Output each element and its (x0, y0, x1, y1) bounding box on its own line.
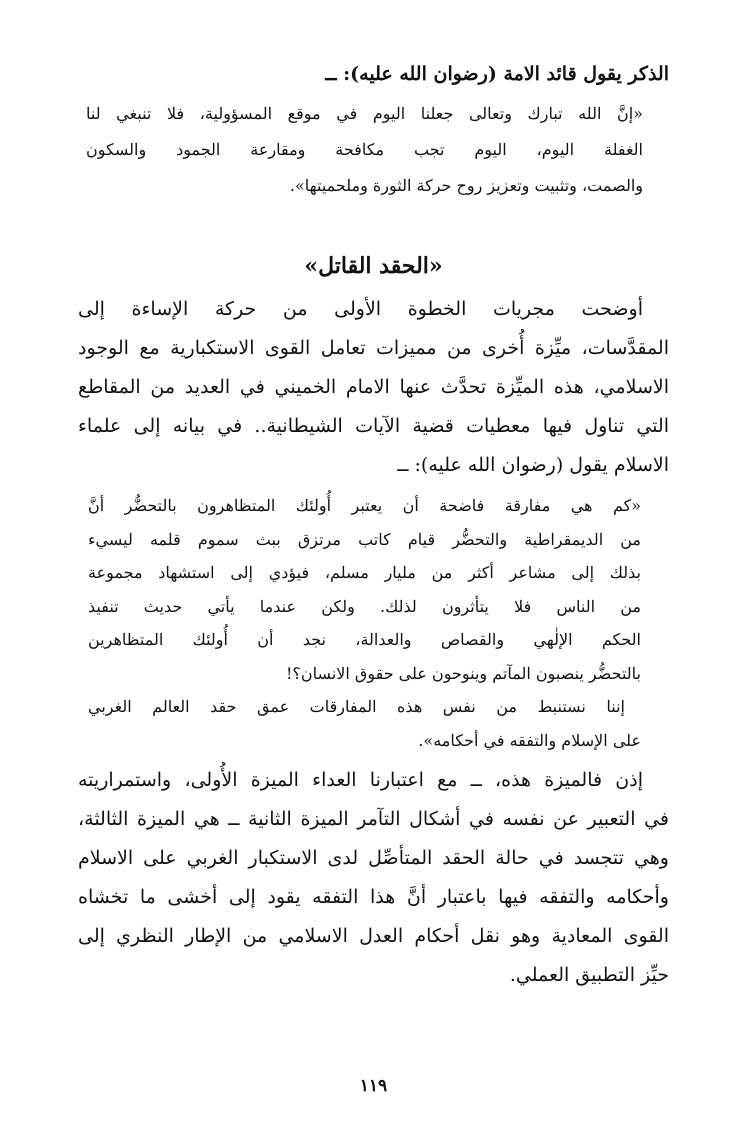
paragraph-line: المقدَّسات، ميِّزة أُخرى من مميزات تعامل القوى الاستكبارية مع الوجود (78, 337, 669, 359)
quote-line: والصمت، وتثبيت وتعزيز روح حركة الثورة وملحميتها». (289, 176, 643, 195)
quote-line: «إنَّ الله تبارك وتعالى جعلنا اليوم في موقع المسؤولية، فلا تنبغي لنا (86, 104, 643, 123)
paragraph-line: الاسلام يقول (رضوان الله عليه): ــ (397, 454, 669, 476)
paragraph-line: التي تناول فيها معطيات قضية الآيات الشيطانية.. في بيانه إلى علماء (78, 415, 669, 437)
quote-block-2 (88, 489, 641, 757)
quote-line: «كم هي مفارقة فاضحة أن يعتبر أُولئك المتظاهرون بالتحضُّر أنَّ (88, 496, 641, 515)
intro-line: الذكر يقول قائد الامة (رضوان الله عليه): ــ (325, 63, 669, 85)
section-heading: «الحقد القاتل» (304, 253, 443, 279)
quote-line: بالتحضُّر ينصبون المآتم وينوحون على حقوق الانسان؟! (286, 663, 641, 683)
quote-line: بذلك إلى مشاعر أكثر من مليار مسلم، فيؤدي إلى استشهاد مجموعة (88, 563, 641, 582)
paragraph-line: أوضحت مجريات الخطوة الأولى من حركة الإساءة إلى (78, 298, 643, 320)
paragraph-line: وأحكامه والتفقه فيها باعتبار أنَّ هذا التفقه يقود إلى أخشى ما تخشاه (78, 886, 669, 908)
quote-block-1 (86, 96, 643, 204)
paragraph-line: في التعبير عن نفسه في أشكال التآمر الميزة الثانية ــ هي الميزة الثالثة، (78, 808, 669, 830)
paragraph-line: إذن فالميزة هذه، ــ مع اعتبارنا العداء الميزة الأُولى، واستمراريته (78, 769, 643, 791)
paragraph-line: القوى المعادية وهو نقل أحكام العدل الاسلامي من الإطار النظري إلى (78, 925, 669, 947)
paragraph-2 (78, 761, 669, 995)
paragraph-1 (78, 290, 669, 485)
page-number: ١١٩ (359, 1076, 388, 1096)
quote-line: من الديمقراطية والتحضُّر قيام كاتب مرتزق ببث سموم قلمه ليسيء (88, 529, 641, 549)
quote-line: من الناس فلا يتأثرون لذلك. ولكن عندما يأتي حديث تنفيذ (88, 596, 641, 616)
quote-line: الحكم الإلٰهي والقصاص والعدالة، نجد أن أُولئك المتظاهرين (88, 630, 641, 649)
paragraph-line: الاسلامي، هذه الميِّزة تحدَّث عنها الامام الخميني في العديد من المقاطع (78, 376, 669, 398)
quote-line: على الإسلام والتفقه في أحكامه». (418, 730, 641, 750)
quote-line: الغفلة اليوم، اليوم تجب مكافحة ومقارعة الجمود والسكون (86, 140, 643, 159)
paragraph-line: وهي تتجسد في حالة الحقد المتأصِّل لدى الاستكبار الغربي على الاسلام (78, 847, 669, 869)
paragraph-line: حيِّز التطبيق العملي. (509, 964, 669, 986)
quote-line: إننا نستنبط من نفس هذه المفارقات عمق حقد العالم الغربي (88, 697, 625, 716)
